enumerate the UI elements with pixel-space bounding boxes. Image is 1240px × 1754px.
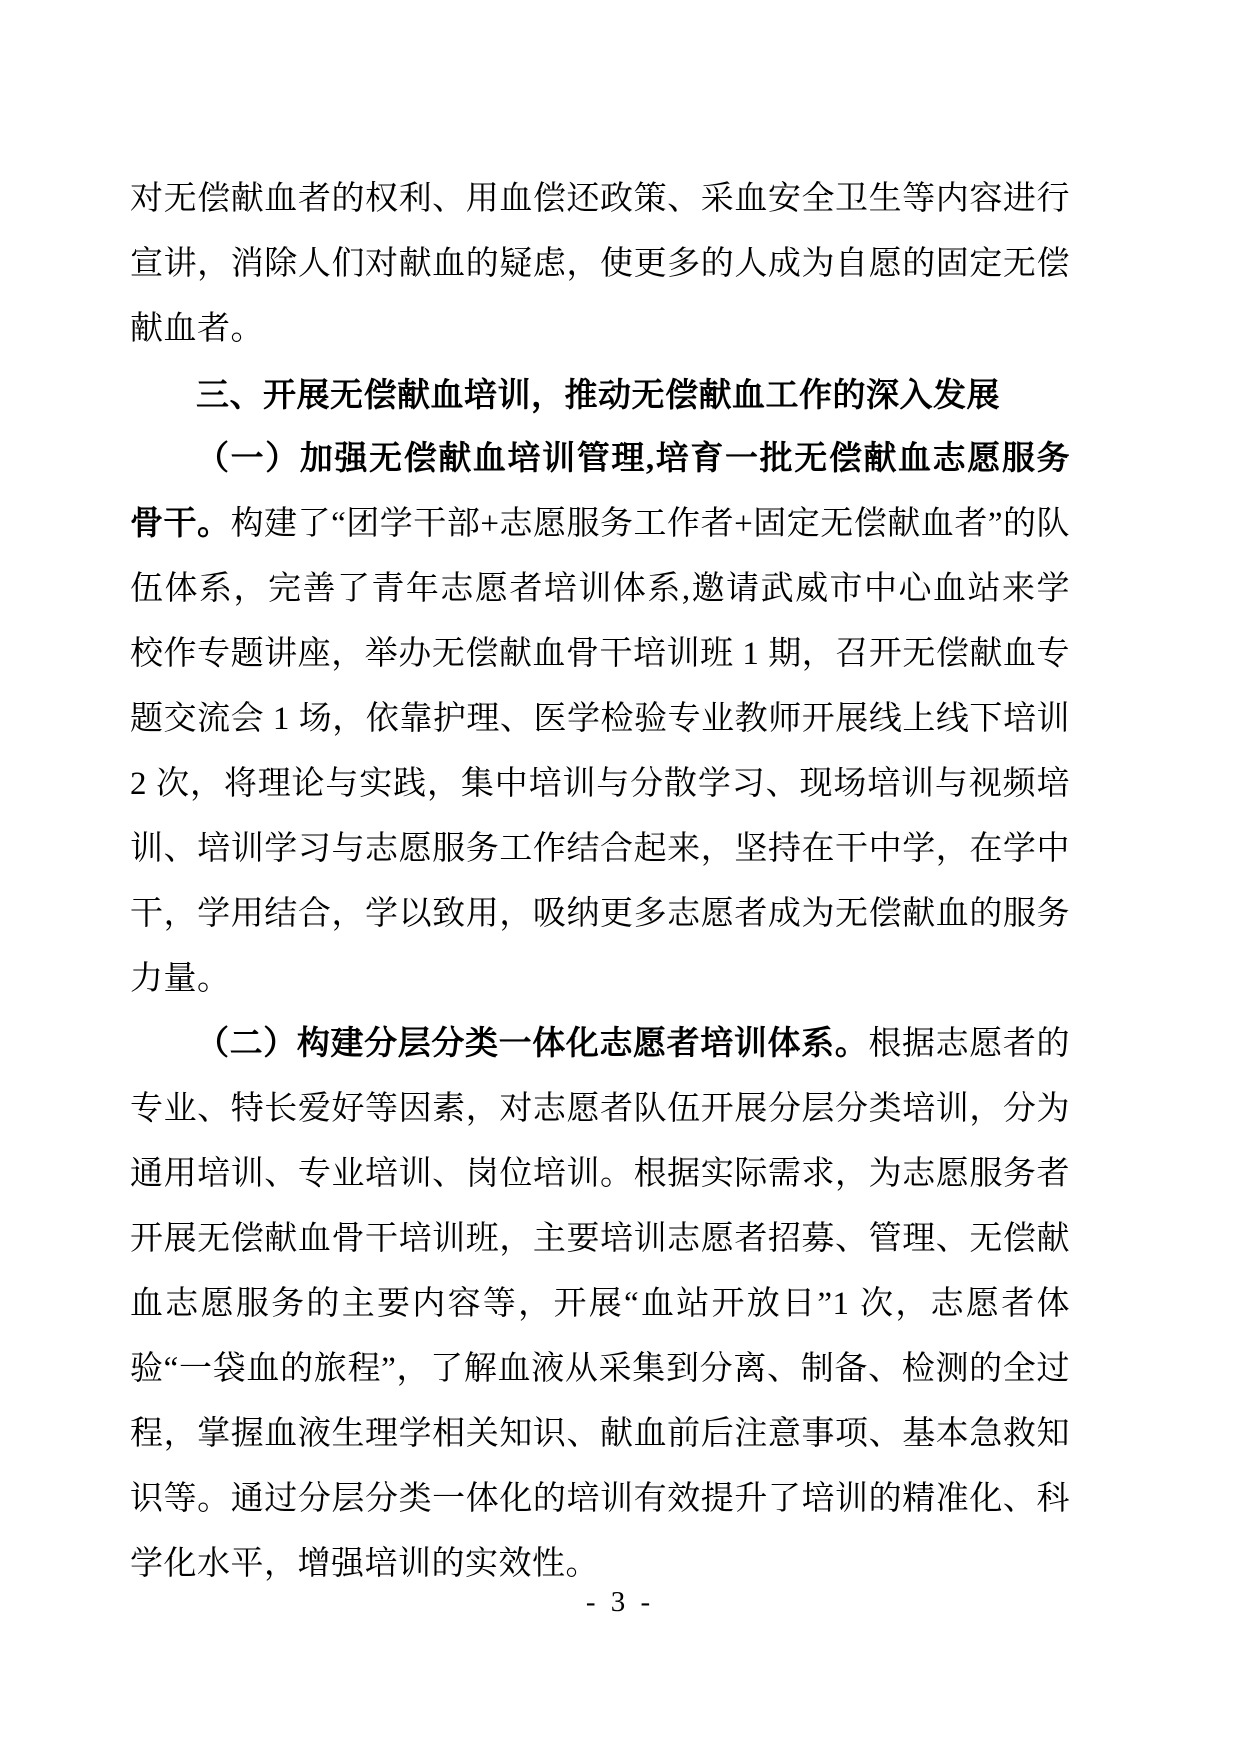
section-2-paragraph bbox=[130, 1012, 1070, 1597]
continuation-paragraph: 对无偿献血者的权利、用血偿还政策、采血安全卫生等内容进行宣讲，消除人们对献血的疑虑，使更多的人成为自愿的固定无偿献血者。 bbox=[130, 181, 1070, 347]
document-body bbox=[130, 167, 1070, 1597]
section-1-lead: （一）加强无偿献血培训管理,培育一批无偿献血志愿服务骨干。 bbox=[130, 441, 1070, 542]
section-1-body-text: 构建了“团学干部+志愿服务工作者+固定无偿献血者”的队伍体系，完善了青年志愿者培训体系,邀请武威市中心血站来学校作专题讲座，举办无偿献血骨干培训班 1 期，召开无偿献血专题交流会 1 场，依靠护理、医学检验专业教师开展线上线下培训 2 次，将理论与实践，集中培训与分散学习、现场培训与视频培训、培训学习与志愿服务工作结合起来，坚持在干中学，在学中干，学用结合，学以致用，吸纳更多志愿者成为无偿献血的服务力量。 bbox=[130, 506, 1071, 997]
section-2-lead: （二）构建分层分类一体化志愿者培训体系。 bbox=[196, 1026, 869, 1062]
section-2-body-text: 根据志愿者的专业、特长爱好等因素，对志愿者队伍开展分层分类培训，分为通用培训、专业培训、岗位培训。根据实际需求，为志愿服务者开展无偿献血骨干培训班，主要培训志愿者招募、管理、无偿献血志愿服务的主要内容等，开展“血站开放日”1 次，志愿者体验“一袋血的旅程”，了解血液从采集到分离、制备、检测的全过程，掌握血液生理学相关知识、献血前后注意事项、基本急救知识等。通过分层分类一体化的培训有效提升了培训的精准化、科学化水平，增强培训的实效性。 bbox=[130, 1026, 1071, 1582]
section-1-paragraph bbox=[130, 427, 1070, 1012]
page-number: - 3 - bbox=[585, 1586, 655, 1618]
section-heading: 三、开展无偿献血培训，推动无偿献血工作的深入发展 bbox=[196, 376, 1000, 413]
